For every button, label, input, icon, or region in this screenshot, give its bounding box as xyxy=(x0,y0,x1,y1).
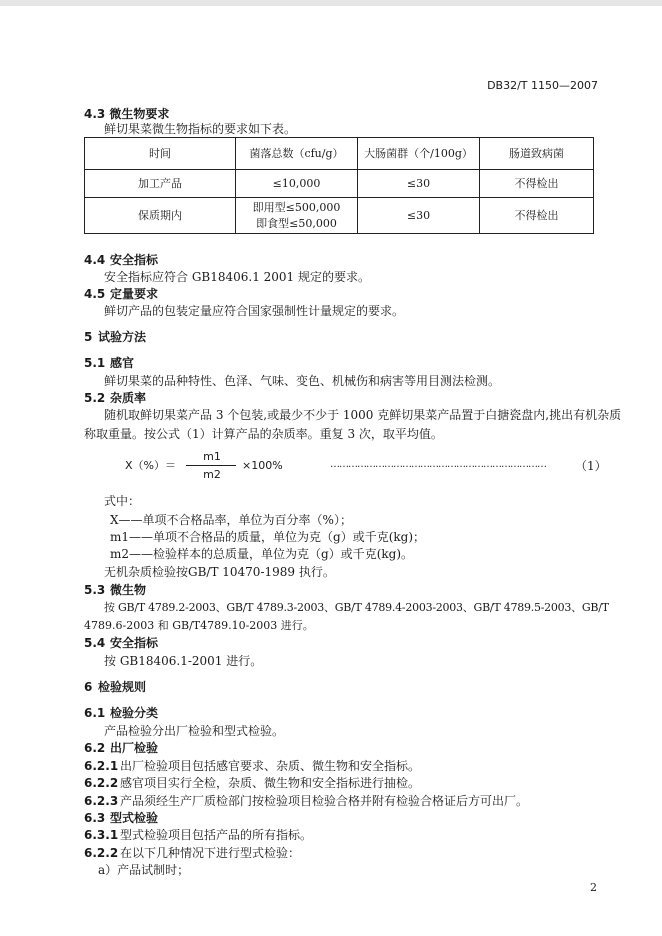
section-6-2-number: 6.2 xyxy=(84,741,106,755)
section-4-4-number: 4.4 xyxy=(84,253,106,267)
section-4-4-title: 安全指标 xyxy=(110,253,159,267)
clause-6-2-3-body: 产品须经生产厂质检部门按检验项目检验合格并附有检验合格证后方可出厂。 xyxy=(120,794,529,808)
clause-6-3-1-body: 型式检验项目包括产品的所有指标。 xyxy=(120,828,313,842)
formula-where-label: 式中： xyxy=(104,494,141,508)
section-6-1-number: 6.1 xyxy=(84,706,106,720)
section-4-5-number: 4.5 xyxy=(84,287,106,301)
table-cell: ≤10,000 xyxy=(236,170,358,198)
section-6-3-title: 型式检验 xyxy=(110,811,159,825)
section-5-title: 试验方法 xyxy=(98,330,147,344)
clause-6-3-1-number: 6.3.1 xyxy=(84,828,119,842)
formula-number: （1） xyxy=(575,459,607,473)
table-cell: 加工产品 xyxy=(85,170,236,198)
table-cell: 不得检出 xyxy=(480,170,594,198)
formula-numerator: m1 xyxy=(203,450,221,463)
clause-6-2-3-number: 6.2.3 xyxy=(84,794,119,808)
section-5-4-number: 5.4 xyxy=(84,636,106,650)
formula-leader-dots: ……………………………………………………………… xyxy=(330,460,546,470)
formula-variable-x: X——单项不合格品率，单位为百分率（%）； xyxy=(110,513,352,527)
table-cell-line: 即食型≤50,000 xyxy=(256,216,337,230)
section-5-2-number: 5.2 xyxy=(84,391,106,405)
table-row xyxy=(85,170,594,198)
table-header-cell: 大肠菌群（个/100g） xyxy=(358,138,480,170)
section-6-3-number: 6.3 xyxy=(84,811,106,825)
section-5-1-title: 感官 xyxy=(110,356,135,370)
section-5-3-title: 微生物 xyxy=(110,583,147,597)
table-header-cell: 菌落总数（cfu/g） xyxy=(236,138,358,170)
section-6-1-body: 产品检验分出厂检验和型式检验。 xyxy=(104,724,285,738)
formula-rhs: ×100% xyxy=(242,459,283,472)
table-cell-line: 即用型≤500,000 xyxy=(252,200,341,214)
clause-6-2-1-number: 6.2.1 xyxy=(84,759,119,773)
list-item-a: a）产品试制时； xyxy=(98,863,190,877)
table-cell: ≤30 xyxy=(358,170,480,198)
section-5-3-number: 5.3 xyxy=(84,583,106,597)
section-5-1-body: 鲜切果菜的品种特性、色泽、气味、变色、机械伤和病害等用目测法检测。 xyxy=(104,374,501,388)
section-6-1-title: 检验分类 xyxy=(110,706,159,720)
table-header-row xyxy=(85,138,594,170)
formula-variable-m1: m1——单项不合格品的质量，单位为克（g）或千克(kg)； xyxy=(110,530,426,544)
section-4-5-title: 定量要求 xyxy=(110,287,159,301)
section-5-3-body-line1: 按 GB/T 4789.2-2003、GB/T 4789.3-2003、GB/T 4789.4-2003-2003、GB/T 4789.5-2003、GB/T xyxy=(104,601,609,614)
formula-variable-m2: m2——检验样本的总质量，单位为克（g）或千克(kg)。 xyxy=(110,547,414,561)
table-cell: 不得检出 xyxy=(480,198,594,234)
table-cell: 保质期内 xyxy=(85,198,236,234)
clause-6-2-2b-number: 6.2.2 xyxy=(84,846,119,860)
clause-6-2-2-body: 感官项目实行全检，杂质、微生物和安全指标进行抽检。 xyxy=(120,776,421,790)
section-4-5-body: 鲜切产品的包装定量应符合国家强制性计量规定的要求。 xyxy=(104,304,405,318)
section-4-3-intro: 鲜切果菜微生物指标的要求如下表。 xyxy=(104,122,297,136)
table-row xyxy=(85,198,594,234)
section-5-2-title: 杂质率 xyxy=(110,391,147,405)
section-4-4-body: 安全指标应符合 GB18406.1 2001 规定的要求。 xyxy=(104,270,371,284)
section-6-number: 6 xyxy=(84,680,93,694)
formula-denominator: m2 xyxy=(203,468,221,481)
section-4-3-title: 4.3 微生物要求 xyxy=(84,107,170,121)
table-cell: ≤30 xyxy=(358,198,480,234)
fraction-bar xyxy=(186,465,236,466)
section-5-1-number: 5.1 xyxy=(84,356,106,370)
section-5-number: 5 xyxy=(84,330,93,344)
section-5-4-body: 按 GB18406.1-2001 进行。 xyxy=(104,654,263,668)
section-5-3-body-line2: 4789.6-2003 和 GB/T4789.10-2003 进行。 xyxy=(84,619,314,632)
formula-lhs: X（%）＝ xyxy=(125,459,176,472)
table-header-cell: 时间 xyxy=(85,138,236,170)
document-code: DB32/T 1150—2007 xyxy=(487,79,598,92)
clause-6-2-2-number: 6.2.2 xyxy=(84,776,119,790)
section-5-2-body-line2: 称取重量。按公式（1）计算产品的杂质率。重复 3 次，取平均值。 xyxy=(84,427,443,441)
section-5-2-body-line1: 随机取鲜切果菜产品 3 个包装,或最少不少于 1000 克鲜切果菜产品置于白搪瓷盘内,挑出有机杂质 xyxy=(104,408,622,422)
section-6-2-title: 出厂检验 xyxy=(110,741,159,755)
page-number: 2 xyxy=(590,881,597,894)
scan-top-strip xyxy=(0,0,662,6)
table-cell xyxy=(236,198,358,234)
inorganic-impurity-note: 无机杂质检验按GB/T 10470-1989 执行。 xyxy=(104,565,335,579)
table-header-cell: 肠道致病菌 xyxy=(480,138,594,170)
clause-6-2-2b-body: 在以下几种情况下进行型式检验： xyxy=(120,846,301,860)
section-6-title: 检验规则 xyxy=(98,680,147,694)
clause-6-2-1-body: 出厂检验项目包括感官要求、杂质、微生物和安全指标。 xyxy=(120,759,421,773)
section-5-4-title: 安全指标 xyxy=(110,636,159,650)
microbial-requirements-table xyxy=(84,137,594,234)
